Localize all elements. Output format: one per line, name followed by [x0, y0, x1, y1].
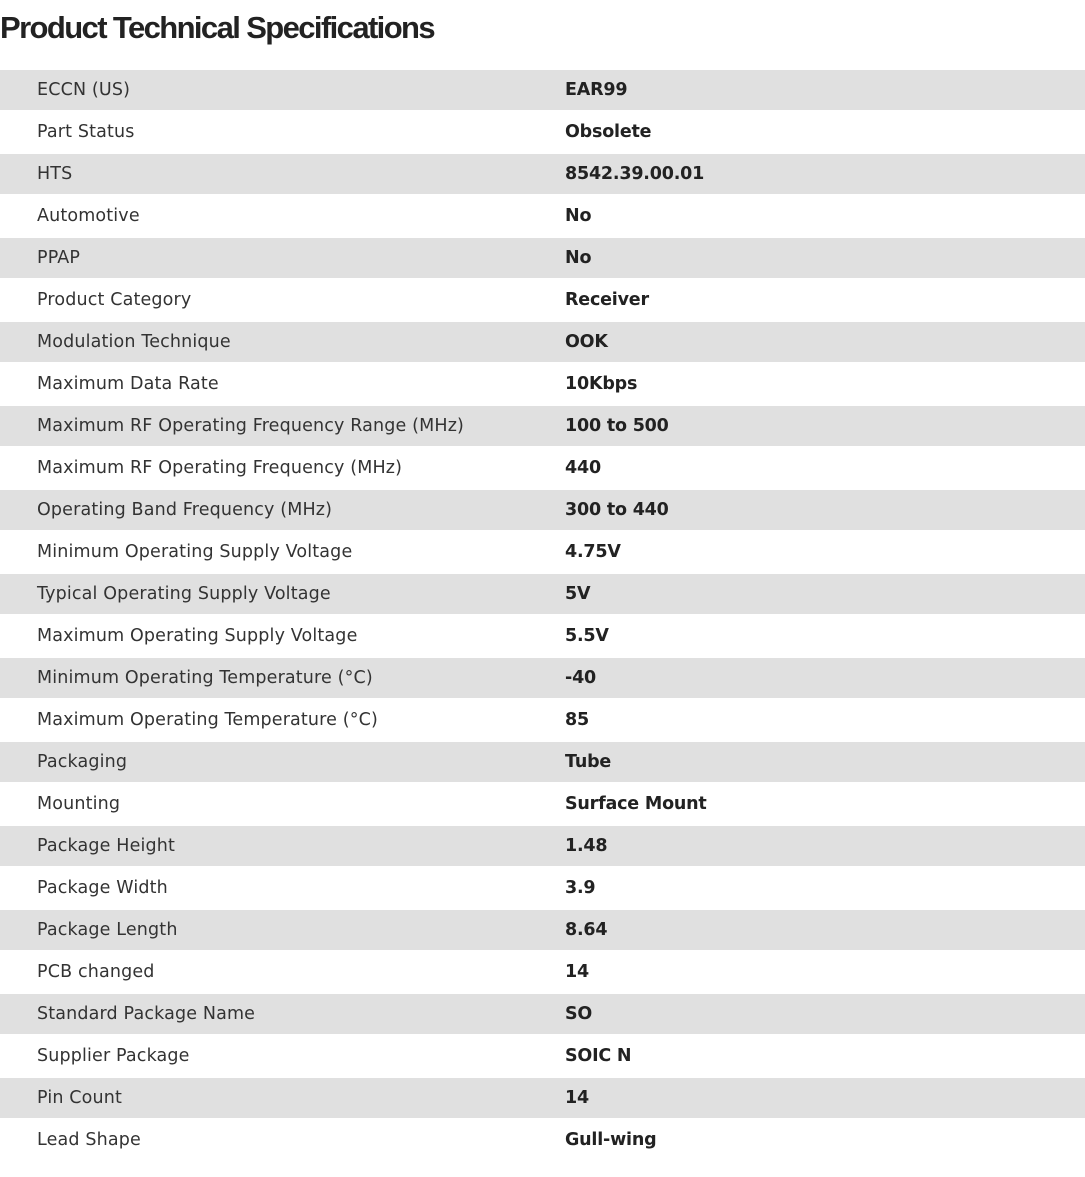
spec-value: 4.75V — [565, 531, 1085, 573]
spec-label: Mounting — [0, 783, 565, 825]
spec-row-min-supply-voltage — [0, 531, 1085, 573]
spec-label: Product Category — [0, 279, 565, 321]
spec-value: 3.9 — [565, 867, 1085, 909]
spec-row-lead-shape — [0, 1119, 1085, 1161]
spec-label: Maximum Operating Temperature (°C) — [0, 699, 565, 741]
spec-row-ppap — [0, 237, 1085, 279]
spec-row-max-rf-frequency-range — [0, 405, 1085, 447]
spec-label: Maximum Operating Supply Voltage — [0, 615, 565, 657]
spec-row-package-height — [0, 825, 1085, 867]
spec-value: 14 — [565, 1077, 1085, 1119]
spec-label: ECCN (US) — [0, 70, 565, 111]
spec-value: 440 — [565, 447, 1085, 489]
spec-value: 1.48 — [565, 825, 1085, 867]
spec-value: SOIC N — [565, 1035, 1085, 1077]
spec-row-eccn — [0, 70, 1085, 111]
spec-label: Modulation Technique — [0, 321, 565, 363]
spec-value: 300 to 440 — [565, 489, 1085, 531]
spec-label: Maximum RF Operating Frequency (MHz) — [0, 447, 565, 489]
spec-row-standard-package-name — [0, 993, 1085, 1035]
spec-row-typical-supply-voltage — [0, 573, 1085, 615]
spec-label: Packaging — [0, 741, 565, 783]
spec-row-mounting — [0, 783, 1085, 825]
spec-value: 5.5V — [565, 615, 1085, 657]
spec-label: Supplier Package — [0, 1035, 565, 1077]
spec-value: 5V — [565, 573, 1085, 615]
spec-label: Typical Operating Supply Voltage — [0, 573, 565, 615]
spec-value: 8.64 — [565, 909, 1085, 951]
spec-label: Maximum RF Operating Frequency Range (MHz) — [0, 405, 565, 447]
spec-value: 100 to 500 — [565, 405, 1085, 447]
spec-value: Gull-wing — [565, 1119, 1085, 1161]
spec-value: OOK — [565, 321, 1085, 363]
spec-label: Lead Shape — [0, 1119, 565, 1161]
spec-row-maximum-data-rate — [0, 363, 1085, 405]
spec-row-package-length — [0, 909, 1085, 951]
spec-row-modulation-technique — [0, 321, 1085, 363]
spec-value: SO — [565, 993, 1085, 1035]
spec-row-package-width — [0, 867, 1085, 909]
spec-value: No — [565, 237, 1085, 279]
spec-label: Package Height — [0, 825, 565, 867]
spec-row-pin-count — [0, 1077, 1085, 1119]
spec-row-packaging — [0, 741, 1085, 783]
spec-label: Maximum Data Rate — [0, 363, 565, 405]
spec-label: Minimum Operating Supply Voltage — [0, 531, 565, 573]
spec-label: HTS — [0, 153, 565, 195]
spec-label: Operating Band Frequency (MHz) — [0, 489, 565, 531]
spec-label: Pin Count — [0, 1077, 565, 1119]
spec-row-hts — [0, 153, 1085, 195]
spec-label: Automotive — [0, 195, 565, 237]
spec-value: Obsolete — [565, 111, 1085, 153]
spec-value: 85 — [565, 699, 1085, 741]
spec-row-max-supply-voltage — [0, 615, 1085, 657]
spec-row-supplier-package — [0, 1035, 1085, 1077]
spec-row-part-status — [0, 111, 1085, 153]
spec-label: Minimum Operating Temperature (°C) — [0, 657, 565, 699]
spec-value: 8542.39.00.01 — [565, 153, 1085, 195]
spec-row-max-rf-frequency — [0, 447, 1085, 489]
spec-row-automotive — [0, 195, 1085, 237]
spec-value: 14 — [565, 951, 1085, 993]
spec-row-pcb-changed — [0, 951, 1085, 993]
spec-row-min-temperature — [0, 657, 1085, 699]
spec-label: PPAP — [0, 237, 565, 279]
spec-value: No — [565, 195, 1085, 237]
spec-label: Part Status — [0, 111, 565, 153]
spec-row-product-category — [0, 279, 1085, 321]
spec-value: Surface Mount — [565, 783, 1085, 825]
spec-label: Standard Package Name — [0, 993, 565, 1035]
page-title: Product Technical Specifications — [0, 10, 435, 45]
spec-row-max-temperature — [0, 699, 1085, 741]
spec-value: Receiver — [565, 279, 1085, 321]
spec-label: Package Length — [0, 909, 565, 951]
spec-row-operating-band-frequency — [0, 489, 1085, 531]
spec-value: -40 — [565, 657, 1085, 699]
specifications-table — [0, 70, 1085, 1162]
spec-value: 10Kbps — [565, 363, 1085, 405]
spec-value: Tube — [565, 741, 1085, 783]
spec-label: Package Width — [0, 867, 565, 909]
spec-value: EAR99 — [565, 70, 1085, 111]
specifications-table-body — [0, 70, 1085, 1161]
spec-label: PCB changed — [0, 951, 565, 993]
